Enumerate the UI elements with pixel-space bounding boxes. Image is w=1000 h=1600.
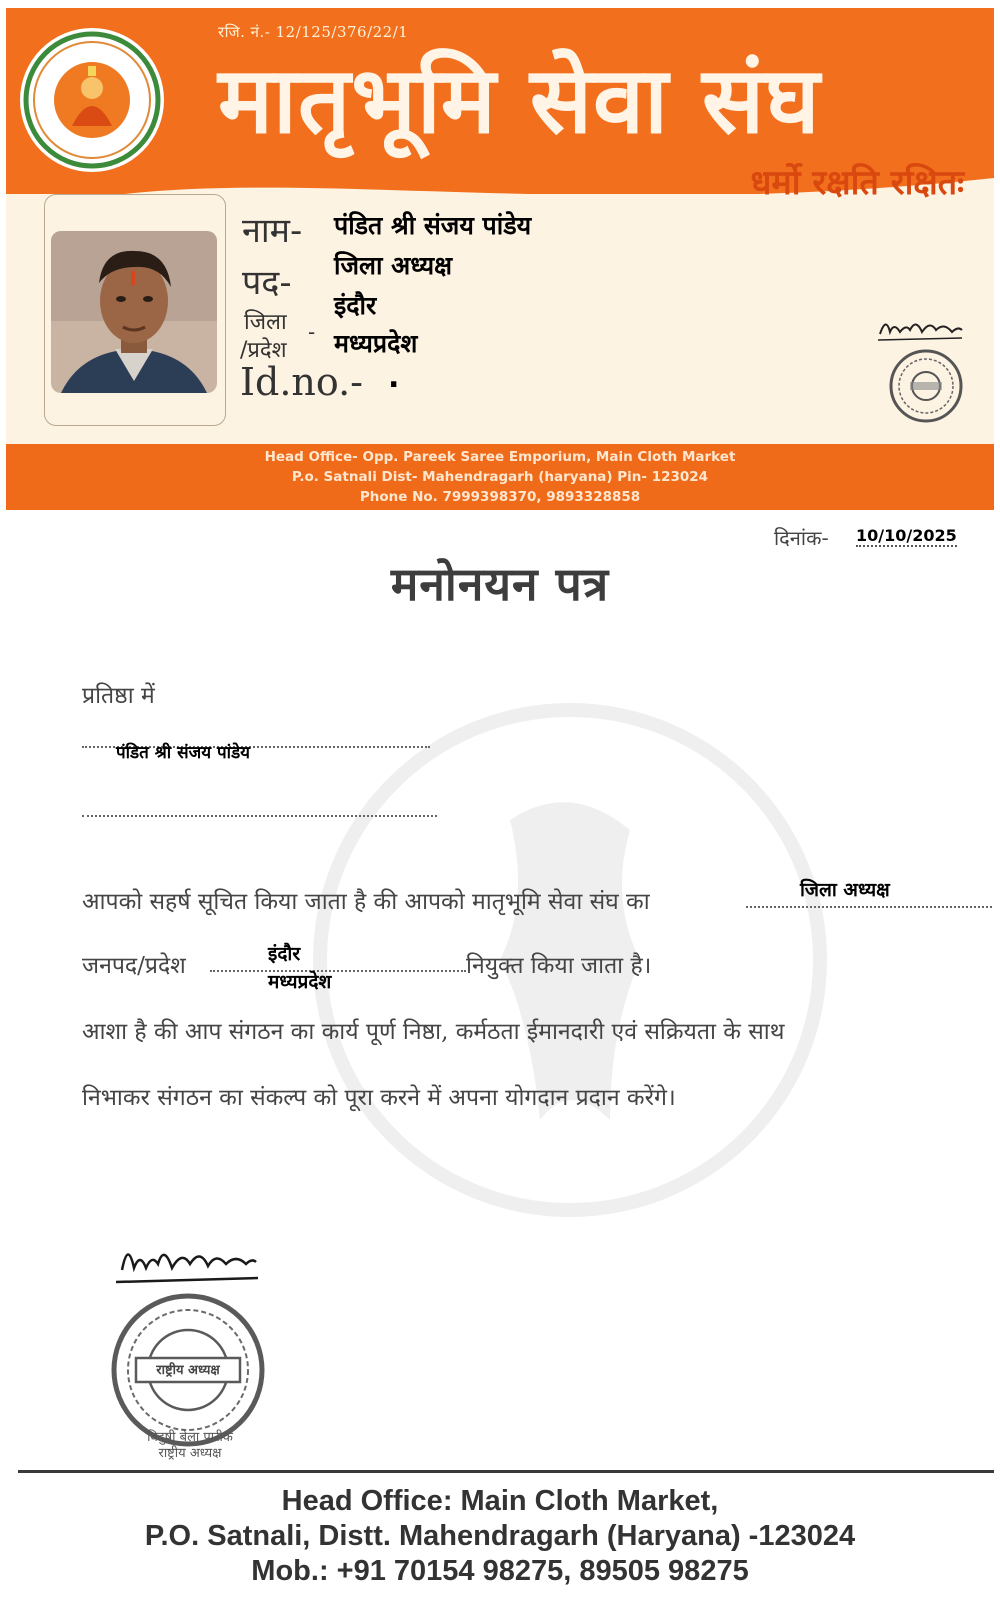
state-value: मध्यप्रदेश <box>334 329 418 358</box>
recipient-name: पंडित श्री संजय पांडेय <box>116 743 251 763</box>
salutation: प्रतिष्ठा में <box>82 683 155 709</box>
appointment-post: जिला अध्यक्ष <box>800 879 890 901</box>
card-address-line-1: Head Office- Opp. Pareek Saree Emporium, Main Cloth Market <box>264 449 736 465</box>
footer-line-2: P.O. Satnali, Distt. Mahendragarh (Haryana) -123024 <box>144 1520 856 1552</box>
seal-caption <box>120 1430 260 1462</box>
name-value: पंडित श्री संजय पांडेय <box>334 211 532 240</box>
district-dash: - <box>308 320 316 344</box>
portrait-image <box>51 231 217 393</box>
card-address-line-2: P.o. Satnali Dist- Mahendragarh (haryana) Pin- 123024 <box>291 469 709 485</box>
id-card-header <box>6 8 994 510</box>
seal-caption-line-2: राष्ट्रीय अध्यक्ष <box>158 1446 222 1461</box>
district-state-label: जनपद/प्रदेश <box>82 953 186 979</box>
seal-center-text: राष्ट्रीय अध्यक्ष <box>156 1363 220 1378</box>
id-value: . <box>388 360 400 395</box>
signature-small <box>876 310 966 344</box>
date-value: 10/10/2025 <box>856 526 957 545</box>
seal-small-icon <box>888 348 964 424</box>
organization-logo-icon <box>18 26 166 174</box>
organization-title: मातृभूमि सेवा संघ <box>218 47 821 154</box>
letter-footer <box>0 1484 1000 1589</box>
seal-caption-line-1: विदुषी बेला पारीक <box>147 1430 233 1445</box>
expectation-line-1: आशा है की आप संगठन का कार्य पूर्ण निष्ठा, कर्मठता ईमानदारी एवं सक्रियता के साथ <box>82 1019 785 1045</box>
footer-line-1: Head Office: Main Cloth Market, <box>281 1485 719 1517</box>
member-photo <box>51 231 217 393</box>
district-label: जिला <box>244 310 287 335</box>
id-label: Id.no.- <box>240 360 364 404</box>
state-label: /प्रदेश <box>240 338 287 363</box>
letter-title: मनोनयन पत्र <box>390 557 610 611</box>
appointment-state: मध्यप्रदेश <box>268 971 332 993</box>
post-value: जिला अध्यक्ष <box>334 251 453 280</box>
appointment-district: इंदौर <box>268 943 301 965</box>
signature-small-icon <box>876 310 966 344</box>
district-value: इंदौर <box>334 291 377 320</box>
motto: धर्मो रक्षति रक्षितः <box>750 163 964 203</box>
registration-number: रजि. नं.- 12/125/376/22/1 <box>218 23 409 41</box>
footer-line-3: Mob.: +91 70154 98275, 89505 98275 <box>251 1555 749 1587</box>
appointment-suffix: नियुक्त किया जाता है। <box>466 953 652 979</box>
date-label: दिनांक- <box>774 526 829 550</box>
photo-frame <box>44 194 226 426</box>
name-label: नाम- <box>242 211 303 251</box>
post-dotted-line <box>746 906 992 908</box>
card-address-bar <box>6 444 994 510</box>
post-label: पद- <box>242 263 292 303</box>
district-dotted-line <box>210 970 466 972</box>
signature-icon <box>112 1230 262 1290</box>
recipient-line-2 <box>82 815 437 817</box>
card-address-line-3: Phone No. 7999398370, 9893328858 <box>359 489 641 505</box>
appointment-text: आपको सहर्ष सूचित किया जाता है की आपको मातृभूमि सेवा संघ का <box>82 889 650 915</box>
expectation-line-2: निभाकर संगठन का संकल्प को पूरा करने में अपना योगदान प्रदान करेंगे। <box>82 1085 676 1111</box>
footer-rule <box>18 1470 994 1473</box>
